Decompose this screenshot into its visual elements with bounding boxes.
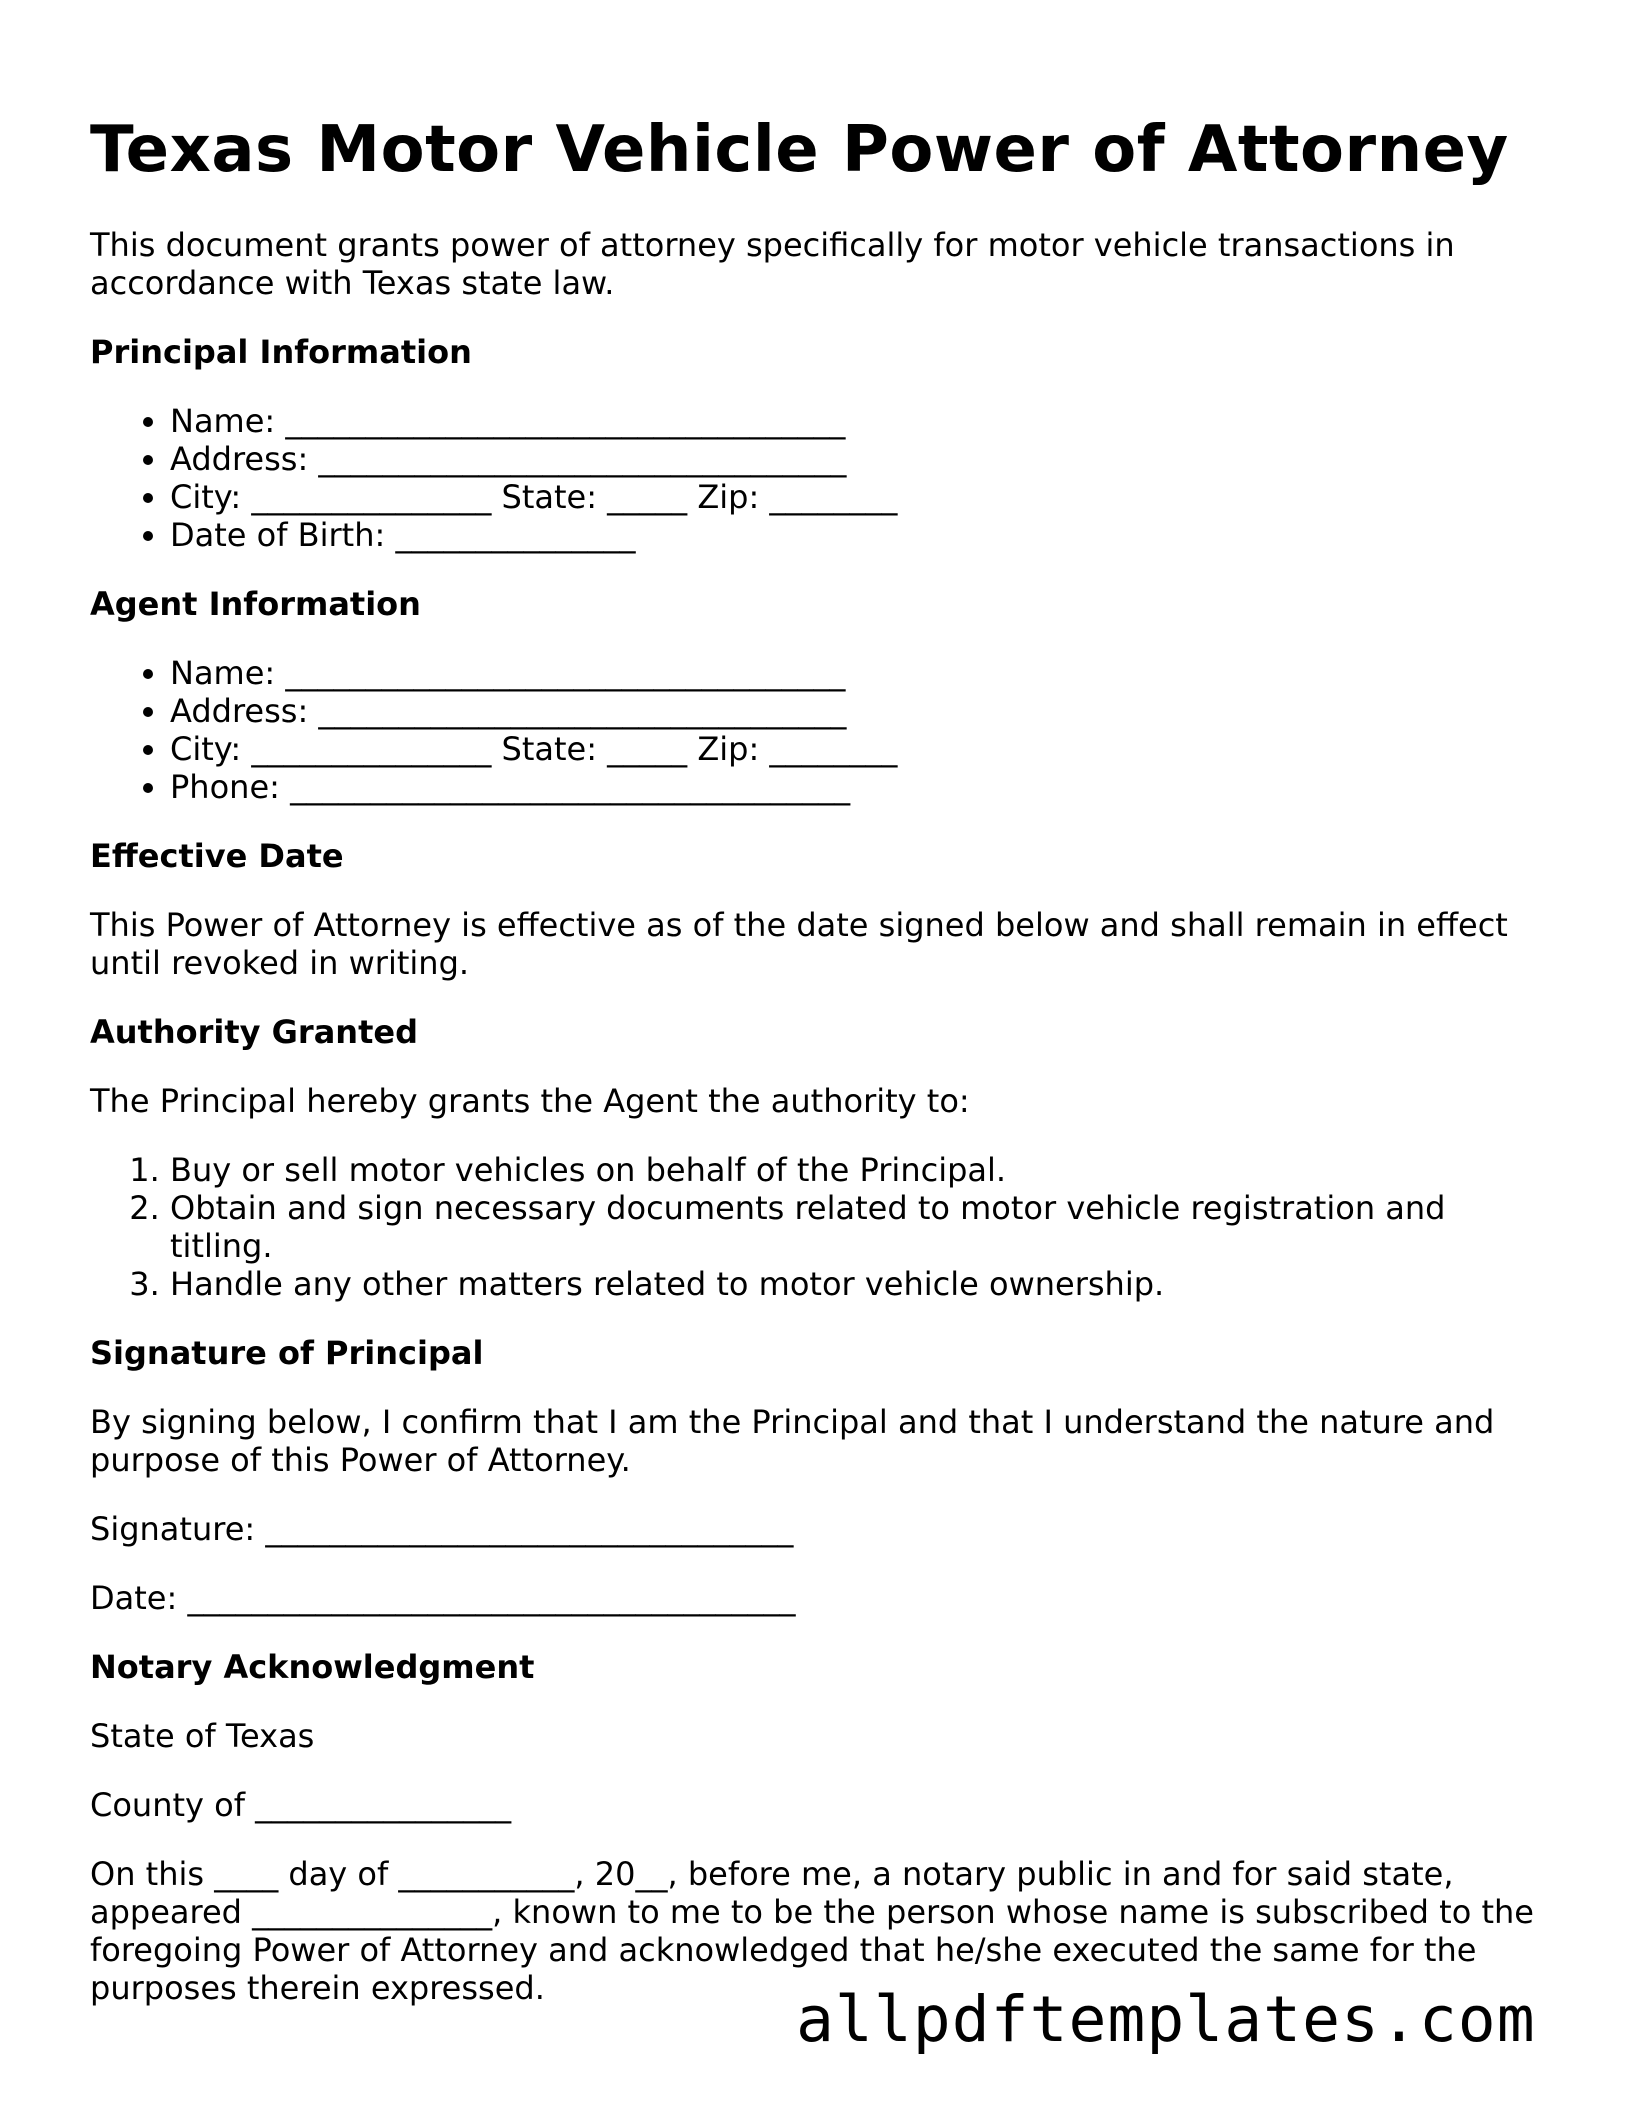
signature-paragraph: By signing below, I confirm that I am the Principal and that I understand the nature and purpose of this Power of Attorney.	[90, 1403, 1495, 1479]
principal-name-field: • Name: ___________________________________	[170, 402, 1550, 440]
principal-city-state-zip-field: • City: _______________ State: _____ Zip: ________	[170, 478, 1550, 516]
notary-heading: Notary Acknowledgment	[90, 1648, 535, 1686]
agent-address-field: • Address: _________________________________	[170, 692, 1550, 730]
notary-paragraph: On this ____ day of ___________, 20__, before me, a notary public in and for said state, appeared _______________, known to me to be the person whose name is subscribed to the foregoing Power of Attorney and acknowledged that he/she executed the same for the purposes therein expressed.	[90, 1855, 1534, 2007]
notary-county: County of ________________	[90, 1786, 512, 1824]
signature-line: Signature: _________________________________	[90, 1510, 794, 1548]
principal-heading: Principal Information	[90, 333, 472, 371]
effective-date-heading: Effective Date	[90, 837, 344, 875]
intro-paragraph: This document grants power of attorney specifically for motor vehicle transactions in accordance with Texas state law.	[90, 226, 1455, 302]
document-title: Texas Motor Vehicle Power of Attorney	[90, 113, 1509, 187]
authority-paragraph: The Principal hereby grants the Agent the authority to:	[90, 1082, 970, 1120]
authority-item: 2. Obtain and sign necessary documents related to motor vehicle registration and titling.	[170, 1189, 1550, 1265]
signature-heading: Signature of Principal	[90, 1334, 484, 1372]
principal-dob-field: • Date of Birth: _______________	[170, 516, 1550, 554]
authority-heading: Authority Granted	[90, 1013, 418, 1051]
authority-list	[90, 1151, 1550, 1303]
principal-info-list	[90, 402, 1550, 554]
notary-state: State of Texas	[90, 1717, 315, 1755]
authority-item: 1. Buy or sell motor vehicles on behalf of the Principal.	[170, 1151, 1550, 1189]
signature-date-line: Date: ______________________________________	[90, 1579, 796, 1617]
agent-name-field: • Name: ___________________________________	[170, 654, 1550, 692]
agent-city-state-zip-field: • City: _______________ State: _____ Zip: ________	[170, 730, 1550, 768]
agent-info-list	[90, 654, 1550, 806]
agent-heading: Agent Information	[90, 585, 421, 623]
authority-item: 3. Handle any other matters related to motor vehicle ownership.	[170, 1265, 1550, 1303]
effective-date-paragraph: This Power of Attorney is effective as of the date signed below and shall remain in effect until revoked in writing.	[90, 906, 1508, 982]
agent-phone-field: • Phone: ___________________________________	[170, 768, 1550, 806]
principal-address-field: • Address: _________________________________	[170, 440, 1550, 478]
watermark: allpdftemplates.com	[796, 1983, 1536, 2056]
document-page	[90, 110, 1550, 2038]
